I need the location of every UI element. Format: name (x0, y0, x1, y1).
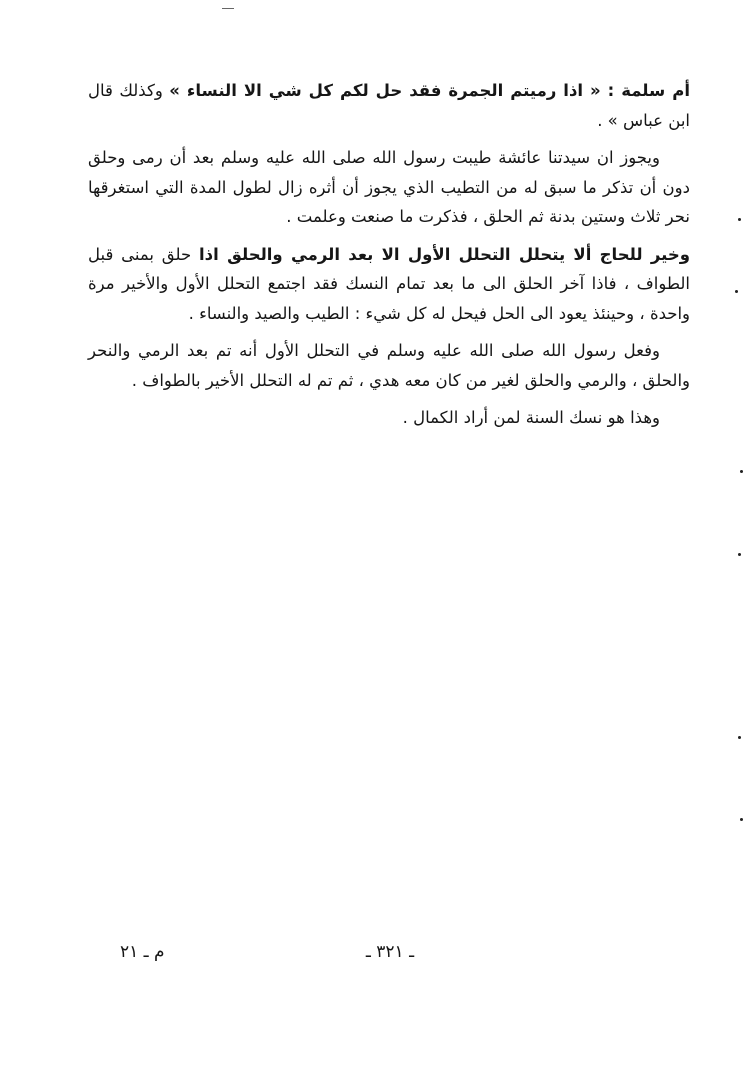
paragraph-3 (88, 240, 690, 329)
paragraph-2 (88, 143, 690, 232)
body-text (88, 76, 690, 433)
paragraph-1-text: وكذلك قال ابن عباس » . (88, 81, 690, 130)
page-number: ـ ٣٢١ ـ (365, 942, 415, 962)
signature-mark: م ـ ٢١ (120, 942, 165, 962)
margin-dot (738, 736, 741, 739)
scan-mark (222, 8, 234, 9)
paragraph-4 (88, 336, 690, 395)
margin-dot (738, 553, 741, 556)
margin-dot (738, 218, 741, 221)
margin-dot (740, 470, 743, 473)
paragraph-4-text: وفعل رسول الله صلى الله عليه وسلم في التحلل الأول أنه تم بعد الرمي والنحر والحلق ، والرمي والحلق لغير من كان معه هدي ، ثم تم له التحلل الأخير بالطواف . (88, 341, 690, 390)
margin-dot (740, 818, 743, 821)
paragraph-1-lead: أم سلمة : « اذا رميتم الجمرة فقد حل لكم كل شي الا النساء » (169, 81, 690, 100)
margin-dot (735, 290, 738, 293)
paragraph-1 (88, 76, 690, 135)
paragraph-5 (88, 403, 690, 433)
paragraph-3-lead: وخير للحاج ألا يتحلل التحلل الأول الا بعد الرمي والحلق اذا (199, 244, 691, 264)
paragraph-5-text: وهذا هو نسك السنة لمن أراد الكمال . (402, 408, 660, 427)
paragraph-3-text: حلق بمنى قبل الطواف ، فاذا آخر الحلق الى ما بعد تمام النسك فقد اجتمع التحلل الأول والأخير مرة واحدة ، وحينئذ يعود الى الحل فيحل له كل شيء : الطيب والصيد والنساء . (88, 244, 690, 323)
paragraph-2-text: ويجوز ان سيدتنا عائشة طيبت رسول الله صلى الله عليه وسلم بعد أن رمى وحلق دون أن تذكر ما سبق له من التطيب الذي يجوز أن أثره زال لطول المدة التي استغرقها نحر ثلاث وستين بدنة ثم الحلق ، فذكرت ما صنعت وعلمت . (88, 148, 690, 226)
